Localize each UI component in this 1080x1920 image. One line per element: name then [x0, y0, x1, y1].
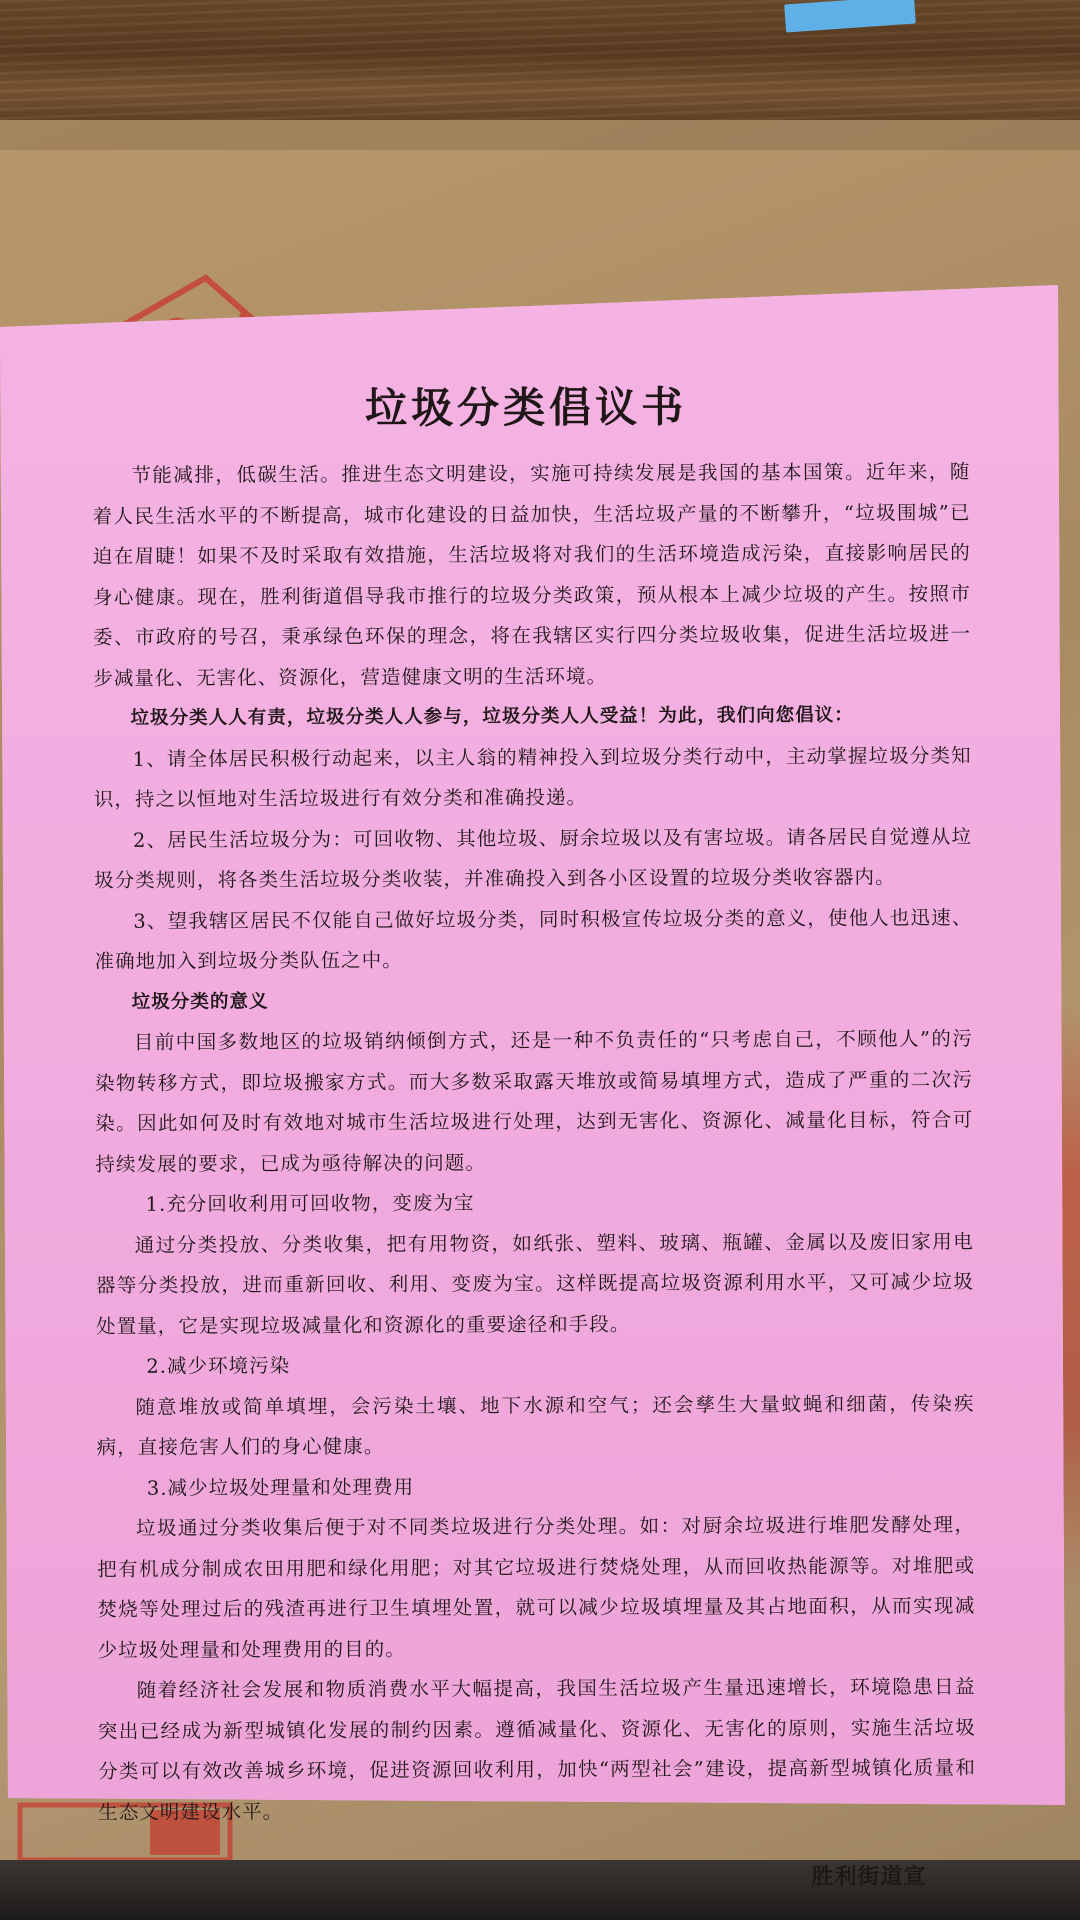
call-to-action: 垃圾分类人人有责，垃圾分类人人参与，垃圾分类人人受益！为此，我们向您倡议：: [130, 704, 854, 729]
point-paragraph: 随意堆放或简单填埋，会污染土壤、地下水源和空气；还会孳生大量蚊蝇和细菌，传染疾病，直接危害人们的身心健康。: [96, 1391, 975, 1459]
point-paragraph: 通过分类投放、分类收集，把有用物资，如纸张、塑料、玻璃、瓶罐、金属以及废旧家用电器等分类投放，进而重新回收、利用、变废为宝。这样既提高垃圾资源利用水平，又可减少垃圾处置量，它是实现垃圾减量化和资源化的重要途径和手段。: [95, 1229, 974, 1338]
proposal-item: 1、请全体居民积极行动起来，以主人翁的精神投入到垃圾分类行动中，主动掌握垃圾分类知识，持之以恒地对生活垃圾进行有效分类和准确投递。: [93, 743, 972, 811]
meaning-heading: 垃圾分类的意义: [131, 990, 269, 1013]
closing-paragraph: 随着经济社会发展和物质消费水平大幅提高，我国生活垃圾产生量迅速增长，环境隐患日益突出已经成为新型城镇化发展的制约因素。遵循减量化、资源化、无害化的原则，实施生活垃圾分类可以有效改善城乡环境，促进资源回收利用，加快“两型社会”建设，提高新型城镇化质量和生态文明建设水平。: [97, 1675, 977, 1824]
proposal-item: 2、居民生活垃圾分为：可回收物、其他垃圾、厨余垃圾以及有害垃圾。请各居民自觉遵从垃圾分类规则，将各类生活垃圾分类收装，并准确投入到各小区设置的垃圾分类收容器内。: [94, 824, 973, 892]
proposal-item: 3、望我辖区居民不仅能自己做好垃圾分类，同时积极宣传垃圾分类的意义，使他人也迅速、准确地加入到垃圾分类队伍之中。: [94, 905, 973, 973]
signature: 胜利街道宣: [811, 1864, 927, 1890]
point-heading: 2.减少环境污染: [146, 1354, 291, 1378]
intro-paragraph: 节能减排，低碳生活。推进生态文明建设，实施可持续发展是我国的基本国策。近年来，随着人民生活水平的不断提高，城市化建设的日益加快，生活垃圾产量的不断攀升，“垃圾围城”已迫在眉睫！如果不及时采取有效措施，生活垃圾将对我们的生活环境造成污染，直接影响居民的身心健康。现在，胜利街道倡导我市推行的垃圾分类政策，预从根本上减少垃圾的产生。按照市委、市政府的号召，秉承绿色环保的理念，将在我辖区实行四分类垃圾收集，促进生活垃圾进一步减量化、无害化、资源化，营造健康文明的生活环境。: [92, 460, 972, 690]
point-paragraph: 垃圾通过分类收集后便于对不同类垃圾进行分类处理。如：对厨余垃圾进行堆肥发酵处理，把有机成分制成农田用肥和绿化用肥；对其它垃圾进行焚烧处理，从而回收热能源等。对堆肥或焚烧等处理过后的残渣再进行卫生填埋处置，就可以减少垃圾填埋量及其占地面积，从而实现减少垃圾处理量和处理费用的目的。: [97, 1513, 976, 1662]
flyer-content: [92, 376, 977, 1901]
document-title: 垃圾分类倡议书: [365, 382, 688, 433]
meaning-paragraph: 目前中国多数地区的垃圾销纳倾倒方式，还是一种不负责任的“只考虑自己，不顾他人”的污染物转移方式，即垃圾搬家方式。而大多数采取露天堆放或简易填埋方式，造成了严重的二次污染。因此如何及时有效地对城市生活垃圾进行处理，达到无害化、资源化、减量化目标，符合可持续发展的要求，已成为亟待解决的问题。: [95, 1027, 974, 1176]
point-heading: 3.减少垃圾处理量和处理费用: [146, 1475, 415, 1500]
point-heading: 1.充分回收利用可回收物，变废为宝: [145, 1191, 475, 1216]
